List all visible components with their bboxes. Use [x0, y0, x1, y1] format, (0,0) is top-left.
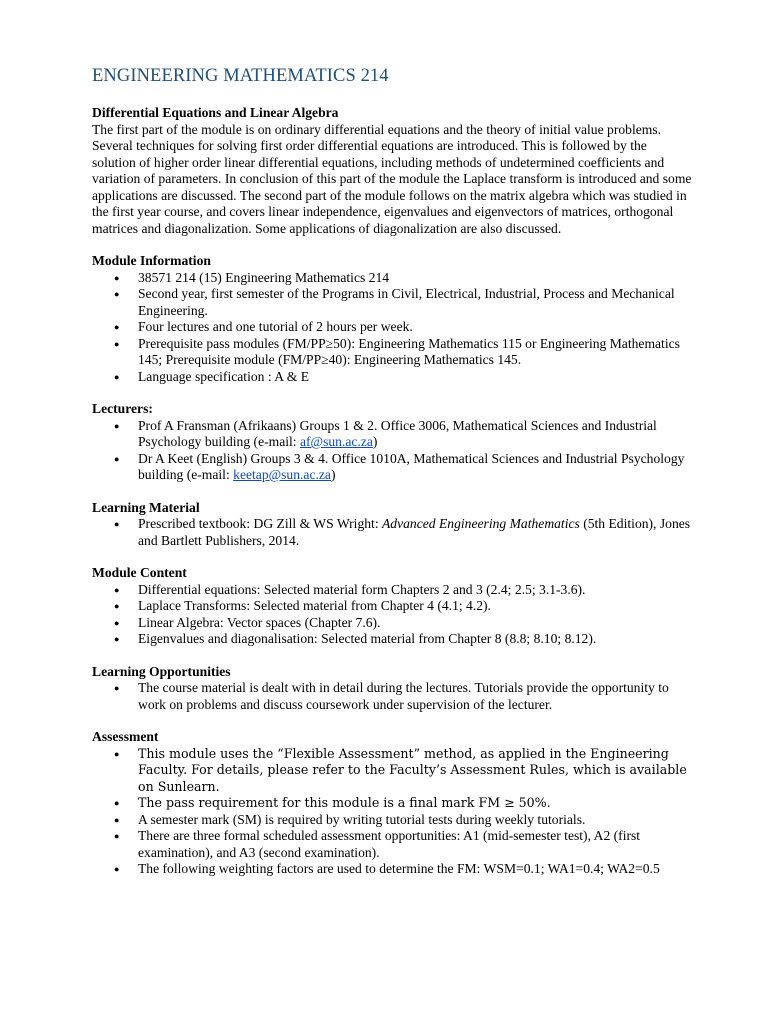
module-content-heading: Module Content	[92, 565, 187, 580]
email-link-keet[interactable]: keetap@sun.ac.za	[233, 467, 331, 482]
list-item: ● Prerequisite pass modules (FM/PP≥50): Engineering Mathematics 115 or Engineering Mathematics 145; Prerequisite module (FM/PP≥40): Engineering Mathematics 145.	[114, 335, 680, 367]
bullet-icon: ●	[114, 601, 120, 611]
list-item: ● Dr A Keet (English) Groups 3 & 4. Office 1010A, Mathematical Sciences and Industrial Psychology building (e-mail: keetap@sun.ac.za)	[114, 450, 685, 482]
list-item: ● Differential equations: Selected material form Chapters 2 and 3 (2.4; 2.5; 3.1-3.6).	[114, 581, 586, 597]
list-item: ● There are three formal scheduled assessment opportunities: A1 (mid-semester test), A2 (first examination), and A3 (second examination).	[114, 828, 641, 860]
email-link-fransman[interactable]: af@sun.ac.za	[299, 434, 373, 449]
module-info-heading: Module Information	[92, 253, 211, 268]
list-item: ● Prescribed textbook: DG Zill & WS Wright: Advanced Engineering Mathematics (5th Edition), Jones and Bartlett Publishers, 2014.	[114, 516, 691, 548]
learning-material-heading: Learning Material	[92, 499, 200, 515]
list-item: ● Second year, first semester of the Programs in Civil, Electrical, Industrial, Process and Mechanical Engineering.	[114, 286, 675, 318]
intro-heading: Differential Equations and Linear Algebra	[92, 105, 339, 120]
list-item: ● Linear Algebra: Vector spaces (Chapter 7.6).	[114, 614, 381, 630]
list-item: ● Four lectures and one tutorial of 2 hours per week.	[114, 319, 413, 334]
list-item: ● 38571 214 (15) Engineering Mathematics 214	[114, 269, 390, 285]
bullet-icon: ●	[114, 289, 120, 299]
bullet-icon: ●	[114, 683, 120, 693]
bullet-icon: ●	[114, 634, 120, 644]
list-item: ● Prof A Fransman (Afrikaans) Groups 1 & 2. Office 3006, Mathematical Sciences and Industrial Psychology building (e-mail: af@sun.ac.za)	[114, 417, 657, 449]
bullet-icon: ●	[114, 831, 120, 841]
bullet-icon: ●	[114, 272, 120, 283]
list-item: ● A semester mark (SM) is required by writing tutorial tests during weekly tutorials.	[114, 811, 586, 827]
document-body	[92, 105, 692, 878]
bullet-icon: ●	[114, 584, 120, 595]
list-item: ● The following weighting factors are used to determine the FM: WSM=0.1; WA1=0.4; WA2=0.5	[114, 861, 660, 876]
list-item: ● The course material is dealt with in detail during the lectures. Tutorials provide the opportunity to work on problems and discuss coursework under supervision of the lecturer.	[114, 680, 669, 712]
learning-material-list	[92, 516, 692, 549]
lecturers-list	[92, 418, 692, 484]
bullet-icon: ●	[114, 322, 120, 332]
intro-paragraph: The first part of the module is on ordinary differential equations and the theory of initial value problems. Several techniques for solving first order differential equations are introduced. This is followed by the solution of higher order linear differential equations, including methods of undetermined coefficients and variation of parameters. In conclusion of this part of the module the Laplace transform is introduced and some applications are discussed. The second part of the module follows on the matrix algebra which was studied in the first year course, and covers linear independence, eigenvalues and eigenvectors of matrices, orthogonal matrices and diagonalization. Some applications of diagonalization are also discussed.	[92, 121, 692, 236]
module-content-list	[92, 582, 692, 648]
lecturers-heading: Lecturers:	[92, 401, 153, 416]
list-item: ● Eigenvalues and diagonalisation: Selected material from Chapter 8 (8.8; 8.10; 8.12).	[114, 631, 597, 646]
page-title: ENGINEERING MATHEMATICS 214	[92, 66, 389, 86]
learning-opportunities-heading: Learning Opportunities	[92, 663, 231, 679]
module-info-list	[92, 270, 692, 386]
bullet-icon: ●	[114, 453, 120, 464]
bullet-icon: ●	[114, 338, 120, 349]
bullet-icon: ●	[114, 371, 120, 382]
bullet-icon: ●	[114, 519, 120, 529]
bullet-icon: ●	[114, 748, 120, 759]
bullet-icon: ●	[114, 420, 120, 431]
bullet-icon: ●	[114, 814, 120, 825]
bullet-icon: ●	[114, 617, 120, 628]
assessment-heading: Assessment	[92, 729, 159, 744]
book-title: Advanced Engineering Mathematics	[382, 516, 580, 531]
bullet-icon: ●	[114, 864, 120, 874]
list-item: ● This module uses the “Flexible Assessment” method, as applied in the Engineering Faculty. For details, please refer to the Faculty’s Assessment Rules, which is available on Sunlearn.	[114, 745, 687, 794]
assessment-list	[92, 746, 692, 878]
list-item: ● Laplace Transforms: Selected material from Chapter 4 (4.1; 4.2).	[114, 598, 491, 613]
learning-opportunities-list	[92, 680, 692, 713]
bullet-icon: ●	[114, 798, 120, 808]
list-item: ● Language specification : A & E	[114, 368, 310, 384]
list-item: ● The pass requirement for this module is a final mark FM ≥ 50%.	[114, 795, 551, 810]
